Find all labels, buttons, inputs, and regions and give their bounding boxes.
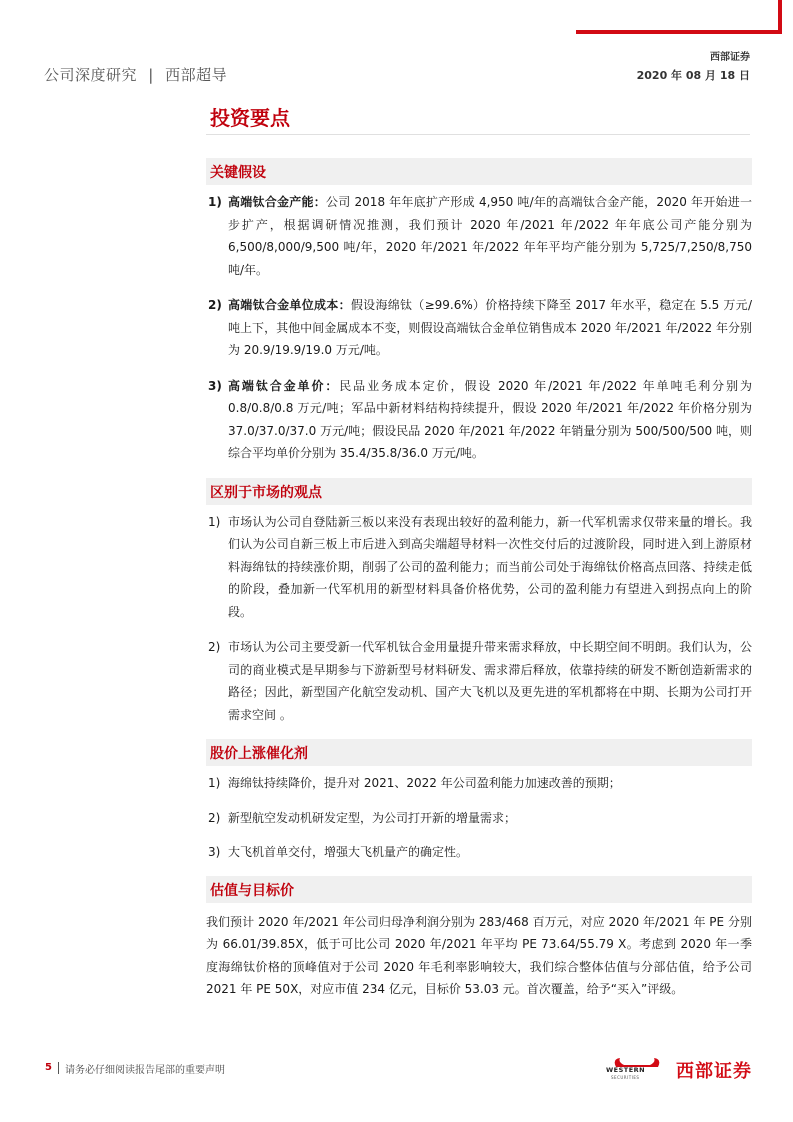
item-text: 市场认为公司主要受新一代军机钛合金用量提升带来需求释放，中长期空间不明朗。我们认为，公司的商业模式是早期参与下游新型号材料研发、需求滞后释放，依靠持续的研发不断创造新需求的路径；因此，新型国产化航空发动机、国产大飞机以及更先进的军机都将在中期、长期为公司打开需求空间 。 [228, 640, 752, 722]
page-number: 5 [45, 1062, 52, 1073]
item-label: 高端钛合金产能： [228, 195, 326, 209]
company-name: 西部超导 [165, 66, 228, 84]
item-text: 假设海绵钛（≥99.6%）价格持续下降至 2017 年水平，稳定在 5.5 万元/吨上下，其他中间金属成本不变，则假设高端钛合金单位销售成本 2020 年/2021 年/2022 年分别为 20.9/19.9/19.0 万元/吨。 [228, 298, 752, 357]
broker-name: 西部证券 [710, 52, 750, 63]
logo-wordmark: WESTERN [606, 1066, 646, 1074]
title-divider [206, 134, 750, 135]
item-number: 1) [208, 776, 221, 790]
market-view-list [206, 511, 752, 727]
page-title: 投资要点 [210, 106, 290, 130]
list-item [206, 294, 752, 362]
item-text: 新型航空发动机研发定型，为公司打开新的增量需求； [228, 810, 517, 825]
item-text: 民品业务成本定价，假设 2020 年/2021 年/2022 年单吨毛利分别为 0.8/0.8/0.8 万元/吨；军品中新材料结构持续提升，假设 2020 年/2021 年/2022 年价格分别为 37.0/37.0/37.0 万元/吨；假设民品 2020 年/2021 年/2022 年销量分别为 500/500/500 吨，则综合平均单价分别为 35.4/35.8/36.0 万元/吨。 [228, 378, 752, 460]
page-footer [40, 1056, 752, 1084]
list-item [206, 841, 752, 864]
main-content [206, 140, 752, 1001]
report-header [44, 64, 227, 85]
catalysts-list [206, 772, 752, 864]
list-item [206, 375, 752, 465]
list-item [206, 636, 752, 726]
header-broker-date [637, 49, 750, 85]
list-item [206, 511, 752, 624]
item-label: 高端钛合金单位成本： [228, 298, 351, 312]
item-text: 公司 2018 年年底扩产形成 4,950 吨/年的高端钛合金产能，2020 年开始进一步扩产，根据调研情况推测，我们预计 2020 年/2021 年/2022 年年底公司产能分别为6,500/8,000/9,500 吨/年，2020 年/2021 年/2022 年年平均产能分别为 5,725/7,250/8,750 吨/年。 [228, 195, 752, 277]
header-separator: | [148, 66, 154, 84]
corner-bracket-decoration [576, 0, 782, 34]
report-date: 2020 年 08 月 18 日 [636, 69, 750, 82]
item-number: 2) [208, 298, 222, 312]
section-heading-valuation: 估值与目标价 [206, 876, 752, 903]
report-type: 公司深度研究 [44, 66, 138, 84]
list-item [206, 191, 752, 281]
item-text: 市场认为公司自登陆新三板以来没有表现出较好的盈利能力，新一代军机需求仅带来量的增长。我们认为公司自新三板上市后进入到高尖端超导材料一次性交付后的过渡阶段，同时进入到上游原材料海绵钛的持续涨价期，削弱了公司的盈利能力；而当前公司处于海绵钛价格高点回落、持续走低的阶段，叠加新一代军机用的新型材料具备价格优势，公司的盈利能力有望进入到拐点向上的阶段。 [228, 514, 752, 619]
item-number: 3) [208, 378, 222, 393]
valuation-paragraph: 我们预计 2020 年/2021 年公司归母净利润分别为 283/468 百万元，对应 2020 年/2021 年 PE 分别为 66.01/39.85X，低于可比公司 2020 年/2021 年平均 PE 73.64/55.79 X。考虑到 2020 年一季度海绵钛价格的顶峰值对于公司 2020 年毛利率影响较大，我们综合整体估值与分部估值，给予公司 2021 年 PE 50X，对应市值 234 亿元，目标价 53.03 元。首次覆盖，给予“买入”评级。 [206, 914, 752, 996]
item-text: 海绵钛持续降价，提升对 2021、2022 年公司盈利能力加速改善的预期； [228, 776, 621, 790]
section-heading-catalysts: 股价上涨催化剂 [206, 739, 752, 766]
section-heading-market-view: 区别于市场的观点 [206, 478, 752, 505]
item-number: 2) [208, 640, 221, 654]
footer-disclaimer: 请务必仔细阅读报告尾部的重要声明 [65, 1065, 225, 1076]
item-number: 3) [208, 845, 221, 859]
footer-divider [58, 1062, 59, 1074]
list-item [206, 807, 752, 830]
list-item [206, 772, 752, 795]
logo-name: 西部证券 [676, 1061, 752, 1082]
item-text: 大飞机首单交付，增强大飞机量产的确定性。 [228, 845, 469, 859]
logo-mark [606, 1057, 668, 1083]
assumptions-list [206, 191, 752, 465]
item-number: 2) [208, 810, 221, 825]
broker-logo [606, 1056, 752, 1084]
item-number: 1) [208, 195, 222, 209]
logo-subtext: SECURITIES [611, 1075, 640, 1080]
item-number: 1) [208, 514, 221, 529]
section-heading-assumptions: 关键假设 [206, 158, 752, 185]
item-label: 高端钛合金单价： [228, 378, 340, 393]
